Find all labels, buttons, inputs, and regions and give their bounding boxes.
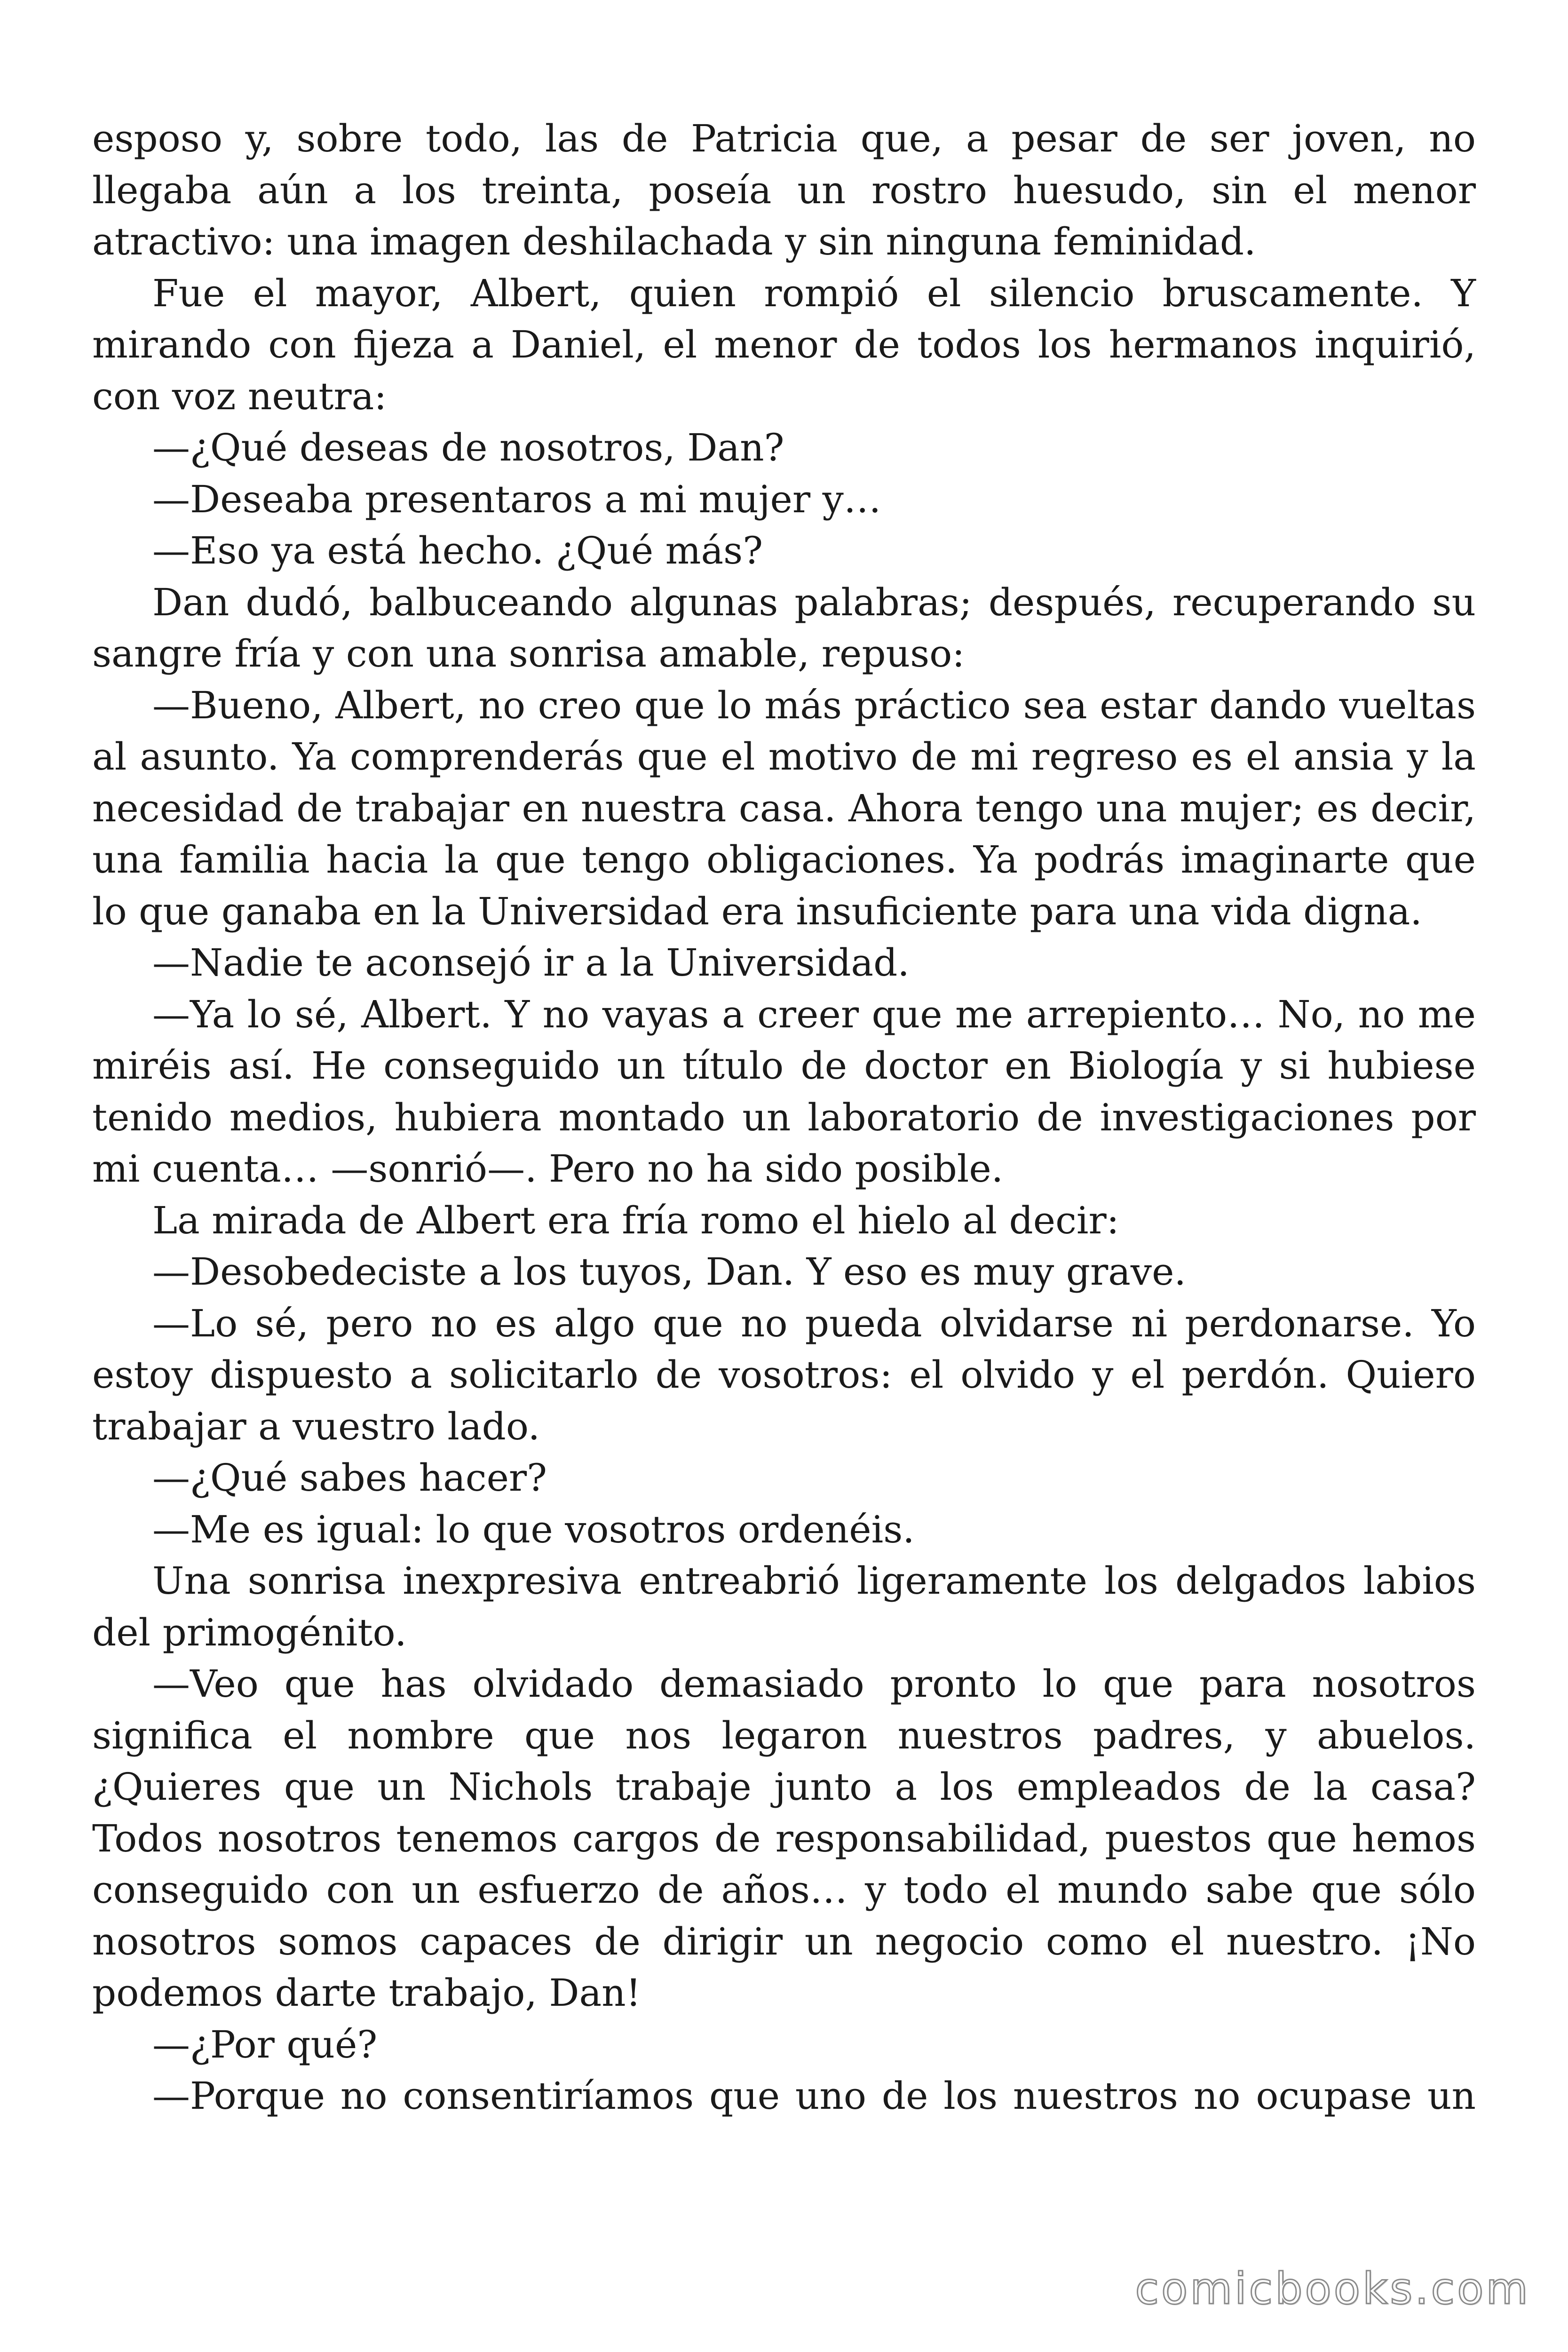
paragraph: —¿Por qué? <box>152 2022 378 2066</box>
watermark-logo: comicbooks.com <box>1135 2264 1530 2314</box>
paragraph: La mirada de Albert era fría romo el hielo al decir: <box>152 1198 1119 1242</box>
paragraph: —Desobedeciste a los tuyos, Dan. Y eso es muy grave. <box>152 1250 1186 1294</box>
paragraph: —Veo que has olvidado demasiado pronto lo que para nosotros significa el nombre que nos legaron nuestros padres, y abuelos. ¿Quieres que un Nichols trabaje junto a los empleados de la casa? Todos nosotros tenemos cargos de responsabilidad, puestos que hemos conseguido con un esfuerzo de años… y todo el mundo sabe que sólo nosotros somos capaces de dirigir un negocio como el nuestro. ¡No podemos darte trabajo, Dan! <box>92 1662 1476 2015</box>
paragraph: —Nadie te aconsejó ir a la Universidad. <box>152 941 910 985</box>
paragraph: esposo y, sobre todo, las de Patricia que, a pesar de ser joven, no llegaba aún a los treinta, poseía un rostro huesudo, sin el menor atractivo: una imagen deshilachada y sin ninguna feminidad. <box>92 117 1476 263</box>
paragraph: —Porque no consentiríamos que uno de los nuestros no ocupase un <box>152 2074 1476 2118</box>
paragraph: Dan dudó, balbuceando algunas palabras; después, recuperando su sangre fría y con una sonrisa amable, repuso: <box>92 580 1476 675</box>
paragraph: —Lo sé, pero no es algo que no pueda olvidarse ni perdonarse. Yo estoy dispuesto a solicitarlo de vosotros: el olvido y el perdón. Quiero trabajar a vuestro lado. <box>92 1301 1476 1448</box>
paragraph: —¿Qué sabes hacer? <box>152 1456 547 1500</box>
paragraph: —Deseaba presentaros a mi mujer y… <box>152 477 881 521</box>
book-page-text <box>92 113 1476 2122</box>
paragraph: —Bueno, Albert, no creo que lo más práctico sea estar dando vueltas al asunto. Ya comprenderás que el motivo de mi regreso es el ansia y la necesidad de trabajar en nuestra casa. Ahora tengo una mujer; es decir, una familia hacia la que tengo obligaciones. Ya podrás imaginarte que lo que ganaba en la Universidad era insuficiente para una vida digna. <box>92 683 1476 933</box>
paragraph: —Eso ya está hecho. ¿Qué más? <box>152 529 763 572</box>
paragraph: Una sonrisa inexpresiva entreabrió ligeramente los delgados labios del primogénito. <box>92 1559 1476 1654</box>
paragraph: —Ya lo sé, Albert. Y no vayas a creer que me arrepiento… No, no me miréis así. He conseguido un título de doctor en Biología y si hubiese tenido medios, hubiera montado un laboratorio de investigaciones por mi cuenta… —sonrió—. Pero no ha sido posible. <box>92 992 1476 1191</box>
paragraph: —Me es igual: lo que vosotros ordenéis. <box>152 1507 915 1551</box>
paragraph: Fue el mayor, Albert, quien rompió el silencio bruscamente. Y mirando con fijeza a Daniel, el menor de todos los hermanos inquirió, con voz neutra: <box>92 271 1476 418</box>
paragraph: —¿Qué deseas de nosotros, Dan? <box>152 426 784 469</box>
